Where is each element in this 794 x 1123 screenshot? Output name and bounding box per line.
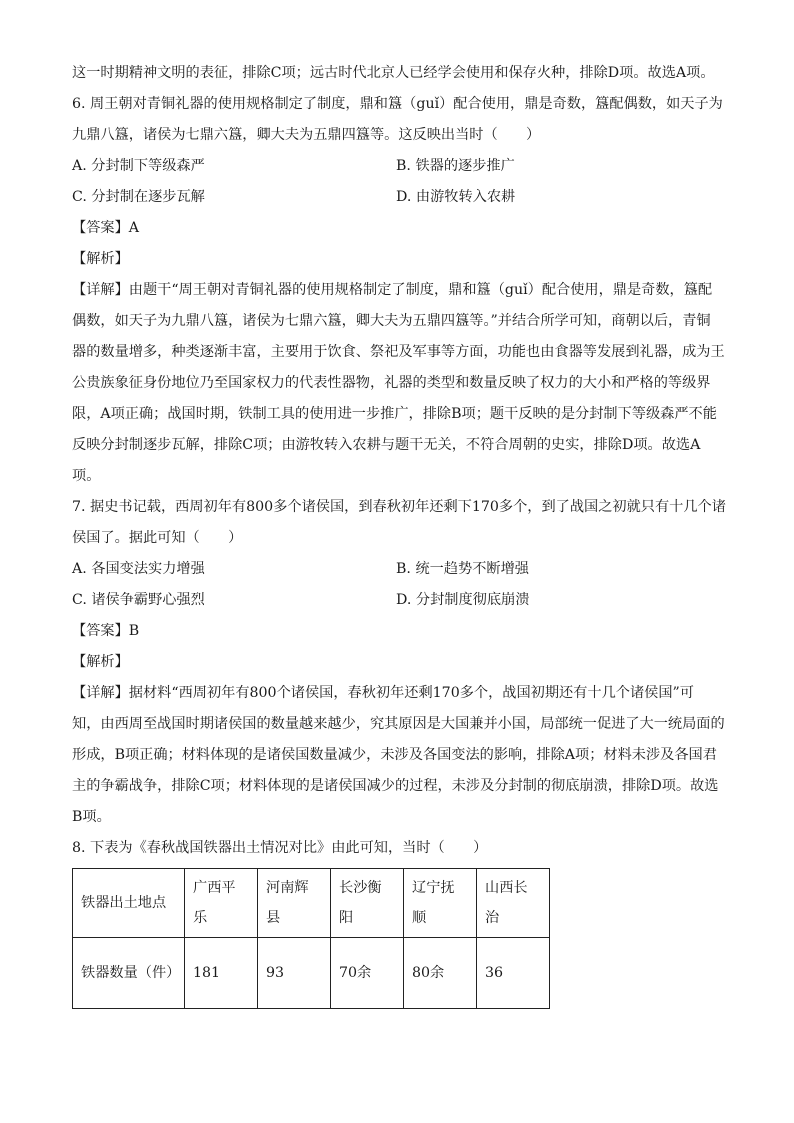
table-row: [73, 869, 550, 938]
detail-line: 偶数，如天子为九鼎八簋，诸侯为七鼎六簋，卿大夫为五鼎四簋等。”并结合所学可知，商朝以后，青铜: [72, 313, 711, 329]
iron-artifact-table: [72, 868, 550, 1009]
iron-artifact-table-wrap: [72, 868, 724, 1009]
question-stem: 侯国了。据此可知（ ）: [72, 530, 243, 546]
detail-line: B项。: [72, 809, 111, 825]
detail-line: 知，由西周至战国时期诸侯国的数量越来越少，究其原因是大国兼并小国，局部统一促进了大一统局面的: [72, 716, 725, 732]
question-6: [72, 89, 724, 492]
question-stem: 九鼎八簋，诸侯为七鼎六簋，卿大夫为五鼎四簋等。这反映出当时（ ）: [72, 127, 541, 143]
table-cell: 河南辉县: [258, 869, 331, 938]
document-page: [72, 58, 724, 1009]
table-cell: 辽宁抚顺: [404, 869, 477, 938]
detail-line: 主的争霸战争，排除C项；材料体现的是诸侯国减少的过程，未涉及分封制的彻底崩溃，排除D项。故选: [72, 778, 719, 794]
option-a: A. 各国变法实力增强: [72, 561, 205, 577]
options-row: [72, 182, 724, 213]
option-d: D. 由游牧转入农耕: [396, 189, 516, 205]
table-header-cell: 铁器出土地点: [73, 869, 185, 938]
analysis-heading: 【解析】: [72, 251, 129, 267]
table-cell: 70余: [331, 938, 404, 1009]
detail-line: 限，A项正确；战国时期，铁制工具的使用进一步推广，排除B项；题干反映的是分封制下等级森严不能: [72, 406, 717, 422]
question-stem: 6. 周王朝对青铜礼器的使用规格制定了制度，鼎和簋（guǐ）配合使用，鼎是奇数，簋配偶数，如天子为: [72, 96, 723, 112]
options-row: [72, 151, 724, 182]
table-cell: 93: [258, 938, 331, 1009]
answer: 【答案】A: [72, 220, 139, 236]
options-row: [72, 585, 724, 616]
option-c: C. 分封制在逐步瓦解: [72, 189, 205, 205]
option-b: B. 统一趋势不断增强: [396, 561, 529, 577]
detail-line: 公贵族象征身份地位乃至国家权力的代表性器物，礼器的类型和数量反映了权力的大小和严格的等级界: [72, 375, 711, 391]
table-row: [73, 938, 550, 1009]
detail-line: 反映分封制逐步瓦解，排除C项；由游牧转入农耕与题干无关，不符合周朝的史实，排除D项。故选A: [72, 437, 701, 453]
table-cell: 36: [477, 938, 550, 1009]
question-stem: 8. 下表为《春秋战国铁器出土情况对比》由此可知，当时（ ）: [72, 840, 488, 856]
text-line: 这一时期精神文明的表征，排除C项；远古时代北京人已经学会使用和保存火种，排除D项。故选A项。: [72, 65, 715, 81]
table-cell: 181: [185, 938, 258, 1009]
answer: 【答案】B: [72, 623, 140, 639]
table-cell: 广西平乐: [185, 869, 258, 938]
detail-line: 项。: [72, 468, 101, 484]
option-b: B. 铁器的逐步推广: [396, 158, 515, 174]
question-7: [72, 492, 724, 833]
option-a: A. 分封制下等级森严: [72, 158, 205, 174]
option-d: D. 分封制度彻底崩溃: [396, 592, 530, 608]
detail-line: 【详解】由题干“周王朝对青铜礼器的使用规格制定了制度，鼎和簋（guǐ）配合使用，鼎是奇数，簋配: [72, 282, 713, 298]
detail-line: 【详解】据材料“西周初年有800个诸侯国，春秋初年还剩170多个，战国初期还有十几个诸侯国”可: [72, 685, 694, 701]
question-8: [72, 833, 724, 1009]
table-cell: 山西长治: [477, 869, 550, 938]
analysis-heading: 【解析】: [72, 654, 129, 670]
table-cell: 长沙衡阳: [331, 869, 404, 938]
detail-line: 器的数量增多，种类逐渐丰富，主要用于饮食、祭祀及军事等方面，功能也由食器等发展到礼器，成为王: [72, 344, 725, 360]
option-c: C. 诸侯争霸野心强烈: [72, 592, 205, 608]
options-row: [72, 554, 724, 585]
table-header-cell: 铁器数量（件）: [73, 938, 185, 1009]
table-cell: 80余: [404, 938, 477, 1009]
question-stem: 7. 据史书记载，西周初年有800多个诸侯国，到春秋初年还剩下170多个，到了战国之初就只有十几个诸: [72, 499, 726, 515]
detail-line: 形成，B项正确；材料体现的是诸侯国数量减少，未涉及各国变法的影响，排除A项；材料未涉及各国君: [72, 747, 717, 763]
